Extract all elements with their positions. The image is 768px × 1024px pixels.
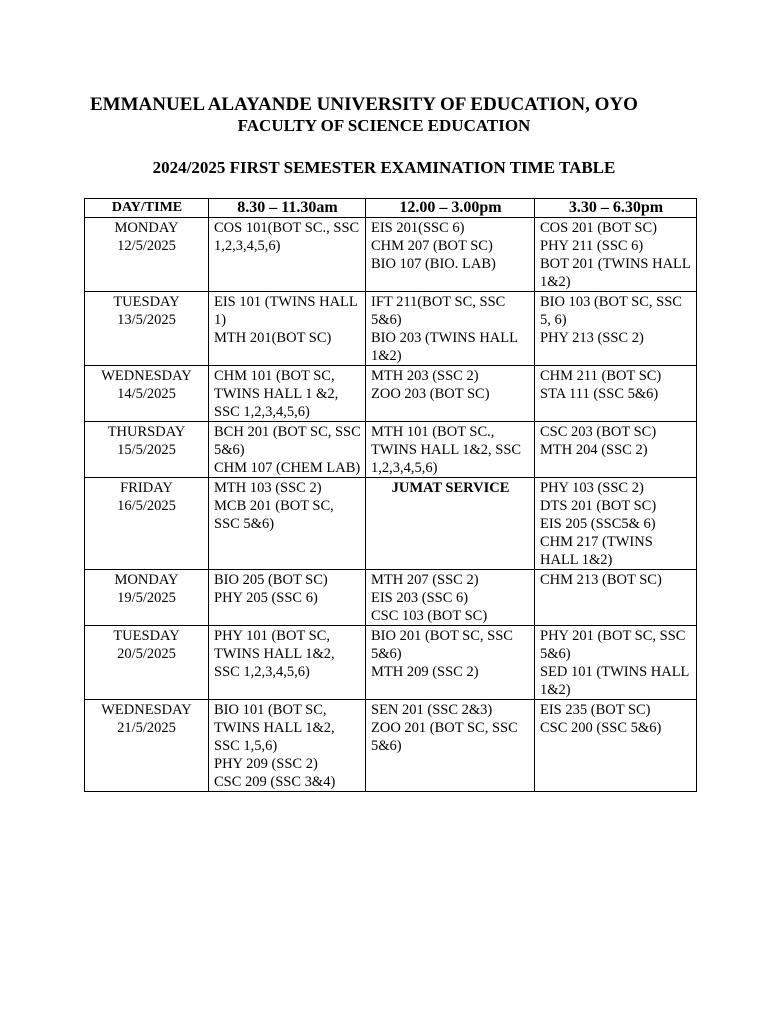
- slot-2-cell: [366, 366, 535, 422]
- exam-entry: MTH 203 (SSC 2): [371, 368, 479, 384]
- exam-timetable: [84, 198, 697, 792]
- slot-3-cell: [535, 292, 697, 366]
- exam-entry: CHM 213 (BOT SC): [540, 572, 662, 588]
- faculty-name: FACULTY OF SCIENCE EDUCATION: [237, 116, 531, 135]
- exam-entry: MTH 101 (BOT SC., TWINS HALL 1&2, SSC 1,2,3,4,5,6): [371, 424, 522, 476]
- slot-3-cell: [535, 626, 697, 700]
- exam-entry: STA 111 (SSC 5&6): [540, 386, 659, 402]
- exam-entry: EIS 235 (BOT SC): [540, 702, 651, 718]
- table-row: [85, 366, 697, 422]
- day-name: WEDNESDAY: [101, 368, 192, 384]
- exam-entry: CSC 203 (BOT SC): [540, 424, 657, 440]
- slot-1-cell: [209, 478, 366, 570]
- day-name: MONDAY: [114, 572, 179, 588]
- exam-entry: EIS 101 (TWINS HALL 1): [214, 294, 358, 328]
- slot-1-cell: [209, 626, 366, 700]
- exam-entry: SED 101 (TWINS HALL 1&2): [540, 664, 689, 698]
- header-slot-3: 3.30 – 6.30pm: [535, 199, 697, 218]
- exam-entry: BIO 107 (BIO. LAB): [371, 256, 496, 272]
- slot-2-cell: [366, 218, 535, 292]
- timetable-title: 2024/2025 FIRST SEMESTER EXAMINATION TIME TABLE: [152, 158, 616, 177]
- slot-2-cell: [366, 570, 535, 626]
- exam-entry: MCB 201 (BOT SC, SSC 5&6): [214, 498, 334, 532]
- exam-entry: PHY 205 (SSC 6): [214, 590, 318, 606]
- exam-entry: CHM 207 (BOT SC): [371, 238, 493, 254]
- slot-3-cell: [535, 422, 697, 478]
- exam-entry: PHY 103 (SSC 2): [540, 480, 644, 496]
- day-date: 16/5/2025: [117, 498, 176, 514]
- day-cell: [85, 700, 209, 792]
- day-date: 19/5/2025: [117, 590, 176, 606]
- slot-3-cell: [535, 366, 697, 422]
- exam-entry: CSC 103 (BOT SC): [371, 608, 488, 624]
- exam-entry: CHM 217 (TWINS HALL 1&2): [540, 534, 653, 568]
- table-row: [85, 570, 697, 626]
- exam-entry: EIS 203 (SSC 6): [371, 590, 469, 606]
- day-date: 21/5/2025: [117, 720, 176, 736]
- table-row: [85, 478, 697, 570]
- exam-entry: ZOO 201 (BOT SC, SSC 5&6): [371, 720, 518, 754]
- day-cell: [85, 570, 209, 626]
- exam-entry: PHY 201 (BOT SC, SSC 5&6): [540, 628, 686, 662]
- table-row: [85, 700, 697, 792]
- slot-3-cell: [535, 218, 697, 292]
- exam-entry: MTH 103 (SSC 2): [214, 480, 322, 496]
- day-name: TUESDAY: [113, 628, 180, 644]
- exam-entry: BCH 201 (BOT SC, SSC 5&6): [214, 424, 361, 458]
- slot-3-cell: [535, 700, 697, 792]
- table-row: [85, 626, 697, 700]
- slot-1-cell: [209, 700, 366, 792]
- exam-entry: DTS 201 (BOT SC): [540, 498, 657, 514]
- slot-2-cell: [366, 422, 535, 478]
- header-slot-2: 12.00 – 3.00pm: [366, 199, 535, 218]
- slot-3-cell: [535, 478, 697, 570]
- table-row: [85, 292, 697, 366]
- exam-entry: EIS 205 (SSC5& 6): [540, 516, 656, 532]
- day-name: THURSDAY: [107, 424, 186, 440]
- exam-entry: CHM 107 (CHEM LAB): [214, 460, 361, 476]
- day-name: FRIDAY: [120, 480, 173, 496]
- exam-entry: EIS 201(SSC 6): [371, 220, 465, 236]
- exam-entry: SEN 201 (SSC 2&3): [371, 702, 493, 718]
- slot-1-cell: [209, 218, 366, 292]
- day-date: 13/5/2025: [117, 312, 176, 328]
- slot-2-cell: [366, 626, 535, 700]
- day-cell: [85, 626, 209, 700]
- day-cell: [85, 422, 209, 478]
- day-date: 15/5/2025: [117, 442, 176, 458]
- exam-entry: BIO 201 (BOT SC, SSC 5&6): [371, 628, 513, 662]
- slot-3-cell: [535, 570, 697, 626]
- exam-entry: BIO 203 (TWINS HALL 1&2): [371, 330, 518, 364]
- exam-entry: IFT 211(BOT SC, SSC 5&6): [371, 294, 506, 328]
- exam-entry: COS 101(BOT SC., SSC 1,2,3,4,5,6): [214, 220, 360, 254]
- exam-entry: ZOO 203 (BOT SC): [371, 386, 490, 402]
- exam-entry: MTH 204 (SSC 2): [540, 442, 648, 458]
- exam-entry: BIO 205 (BOT SC): [214, 572, 328, 588]
- exam-entry: CSC 209 (SSC 3&4): [214, 774, 336, 790]
- day-date: 20/5/2025: [117, 646, 176, 662]
- exam-entry: BIO 103 (BOT SC, SSC 5, 6): [540, 294, 682, 328]
- exam-entry: MTH 209 (SSC 2): [371, 664, 479, 680]
- day-date: 12/5/2025: [117, 238, 176, 254]
- exam-entry: BIO 101 (BOT SC, TWINS HALL 1&2, SSC 1,5,6): [214, 702, 335, 754]
- day-name: TUESDAY: [113, 294, 180, 310]
- slot-1-cell: [209, 292, 366, 366]
- slot-1-cell: [209, 422, 366, 478]
- exam-entry: PHY 213 (SSC 2): [540, 330, 644, 346]
- day-name: MONDAY: [114, 220, 179, 236]
- exam-entry: COS 201 (BOT SC): [540, 220, 657, 236]
- exam-entry: MTH 207 (SSC 2): [371, 572, 479, 588]
- slot-2-cell: [366, 292, 535, 366]
- exam-entry: MTH 201(BOT SC): [214, 330, 332, 346]
- day-cell: [85, 292, 209, 366]
- header-row: [85, 199, 697, 218]
- exam-entry: CHM 211 (BOT SC): [540, 368, 662, 384]
- slot-1-cell: [209, 570, 366, 626]
- slot-2-cell: [366, 700, 535, 792]
- exam-entry: PHY 101 (BOT SC, TWINS HALL 1&2, SSC 1,2,3,4,5,6): [214, 628, 335, 680]
- exam-entry: BOT 201 (TWINS HALL 1&2): [540, 256, 691, 290]
- day-name: WEDNESDAY: [101, 702, 192, 718]
- exam-entry: PHY 209 (SSC 2): [214, 756, 318, 772]
- header-day-time: DAY/TIME: [85, 199, 209, 218]
- university-name: EMMANUEL ALAYANDE UNIVERSITY OF EDUCATION, OYO: [90, 94, 638, 115]
- exam-entry: CSC 200 (SSC 5&6): [540, 720, 662, 736]
- day-cell: [85, 366, 209, 422]
- day-cell: [85, 478, 209, 570]
- header-slot-1: 8.30 – 11.30am: [209, 199, 366, 218]
- exam-entry: PHY 211 (SSC 6): [540, 238, 644, 254]
- slot-1-cell: [209, 366, 366, 422]
- exam-entry: CHM 101 (BOT SC, TWINS HALL 1 &2, SSC 1,2,3,4,5,6): [214, 368, 339, 420]
- table-row: [85, 422, 697, 478]
- day-cell: [85, 218, 209, 292]
- day-date: 14/5/2025: [117, 386, 176, 402]
- timetable-body: [85, 218, 697, 792]
- table-row: [85, 218, 697, 292]
- special-event-cell: JUMAT SERVICE: [366, 478, 535, 570]
